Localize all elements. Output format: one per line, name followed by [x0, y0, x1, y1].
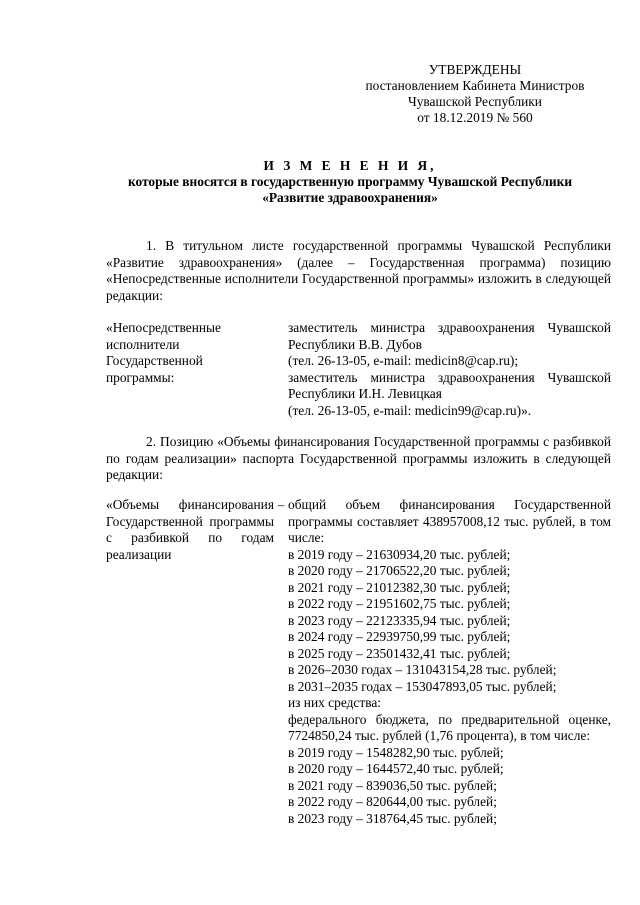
item-2-paragraph: 2. Позицию «Объемы финансирования Государственной программы с разбивкой по годам реализации» паспорта Государственной программы изложить в следующей редакции:: [106, 434, 611, 482]
federal-year-line: в 2019 году – 1548282,90 тыс. рублей;: [288, 744, 504, 760]
item-2-label: «Объемы финансирования Государственной программы с разбивкой по годам реализации: [106, 497, 274, 562]
approval-line-3: от 18.12.2019 № 560: [417, 110, 533, 125]
year-line: в 2019 году – 21630934,20 тыс. рублей;: [288, 546, 511, 562]
approval-line-2: Чувашской Республики: [408, 94, 542, 109]
document-subtitle-1: которые вносятся в государственную программу Чувашской Республики: [127, 174, 573, 189]
federal-year-line: в 2022 году – 820644,00 тыс. рублей;: [288, 794, 497, 809]
item-1-position: [106, 320, 611, 416]
item-2-dash: –: [277, 497, 285, 512]
year-line: в 2031–2035 годах – 153047893,05 тыс. рублей;: [288, 678, 557, 694]
item-1-label: «Непосредственные исполнители Государственной программы:: [106, 320, 221, 385]
item-1-paragraph: 1. В титульном листе государственной программы Чувашской Республики «Развитие здравоохранения» (далее – Государственная программа) позицию «Непосредственные исполнители Государственной программы» изложить в следующей редакции:: [106, 238, 611, 303]
value-line: (тел. 26-13-05, e-mail: medicin99@cap.ru)».: [288, 402, 532, 418]
document-title: И З М Е Н Е Н И Я,: [263, 158, 437, 173]
year-line: в 2021 году – 21012382,30 тыс. рублей;: [288, 579, 511, 595]
of-them-line: из них средства:: [288, 695, 382, 710]
year-line: в 2025 году – 23501432,41 тыс. рублей;: [288, 645, 511, 661]
approval-stamp: [340, 62, 610, 126]
item-1-value: [288, 320, 611, 419]
approval-line-1: постановлением Кабинета Министров: [365, 78, 585, 93]
year-line: в 2023 году – 22123335,94 тыс. рублей;: [288, 612, 511, 628]
year-line: в 2020 году – 21706522,20 тыс. рублей;: [288, 563, 511, 578]
document-heading: [90, 158, 610, 206]
financing-intro: общий объем финансирования Государственной программы составляет 438957008,12 тыс. рублей, в том числе:: [288, 497, 611, 545]
item-2-value: [288, 497, 611, 827]
approval-title: УТВЕРЖДЕНЫ: [428, 62, 522, 77]
federal-year-line: в 2020 году – 1644572,40 тыс. рублей;: [288, 761, 504, 776]
item-2-position: [106, 497, 611, 837]
value-line: заместитель министра здравоохранения Чувашской Республики В.В. Дубов: [288, 320, 611, 352]
year-line: в 2022 году – 21951602,75 тыс. рублей;: [288, 596, 511, 611]
federal-year-line: в 2023 году – 318764,45 тыс. рублей;: [288, 810, 497, 826]
federal-budget-line: федерального бюджета, по предварительной оценке, 7724850,24 тыс. рублей (1,76 процента), в том числе:: [288, 711, 611, 743]
value-line: заместитель министра здравоохранения Чувашской Республики И.Н. Левицкая: [288, 369, 611, 401]
federal-year-line: в 2021 году – 839036,50 тыс. рублей;: [288, 777, 497, 793]
year-line: в 2024 году – 22939750,99 тыс. рублей;: [288, 629, 511, 644]
document-subtitle-2: «Развитие здравоохранения»: [262, 190, 438, 205]
value-line: (тел. 26-13-05, e-mail: medicin8@cap.ru);: [288, 353, 519, 368]
year-line: в 2026–2030 годах – 131043154,28 тыс. рублей;: [288, 662, 557, 677]
